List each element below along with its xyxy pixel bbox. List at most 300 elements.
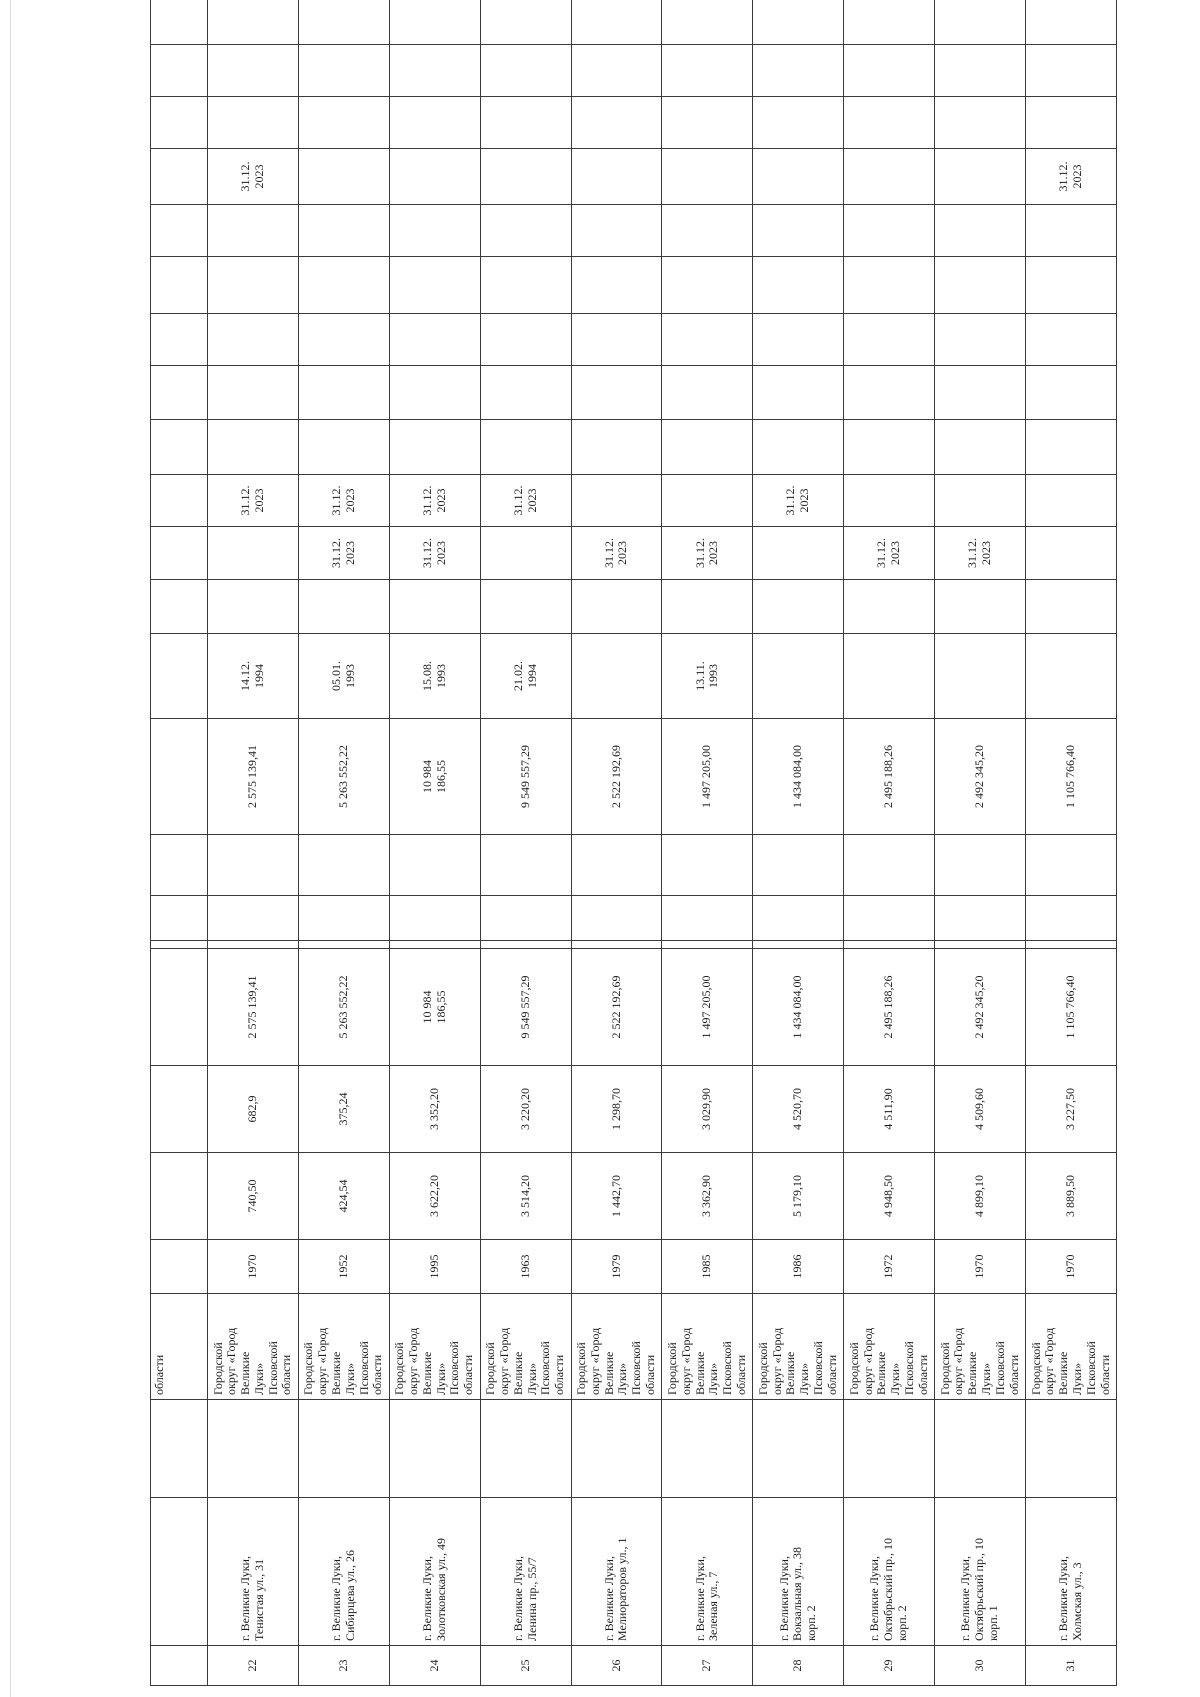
empty-cell	[207, 580, 298, 634]
table-row	[298, 0, 389, 1686]
municipality-cell-text: Городской округ «Город Великие Луки» Псковской области	[846, 1327, 930, 1395]
empty-cell	[571, 257, 662, 314]
table-row	[935, 0, 1026, 1686]
row-number-cell	[389, 1646, 480, 1686]
privatization-date-cell	[1025, 634, 1116, 719]
year-built-cell-text: 1986	[790, 1254, 805, 1279]
plan-date-cell	[571, 527, 662, 580]
empty-cell	[1025, 366, 1116, 420]
empty-cell	[571, 0, 662, 45]
table-row	[571, 0, 662, 1686]
empty-cell	[753, 835, 844, 896]
empty-cell	[935, 580, 1026, 634]
empty-cell	[207, 896, 298, 941]
privatization-date-cell-text: 14.12. 1994	[238, 661, 266, 691]
plan-date-cell	[571, 475, 662, 527]
year-built-cell	[571, 1240, 662, 1294]
empty-cell	[298, 314, 389, 366]
total-area-cell-text: 1 442,70	[608, 1175, 623, 1217]
header-cell	[151, 314, 208, 366]
empty-cell	[753, 45, 844, 97]
empty-cell	[571, 314, 662, 366]
living-area-cell	[844, 1066, 935, 1153]
empty-cell	[753, 896, 844, 941]
plan-date-cell	[1025, 149, 1116, 205]
privatization-date-cell	[844, 634, 935, 719]
empty-cell	[844, 420, 935, 475]
total-area-cell-text: 3 514,20	[517, 1175, 532, 1217]
total-cost-cell	[298, 949, 389, 1066]
living-area-cell-text: 4 509,60	[972, 1088, 987, 1130]
empty-cell	[935, 896, 1026, 941]
total-area-cell-text: 3 622,20	[426, 1175, 441, 1217]
header-cell	[151, 149, 208, 205]
living-area-cell-text: 4 511,90	[881, 1088, 896, 1130]
budget-cost-cell	[662, 719, 753, 835]
privatization-date-cell-text: 15.08. 1993	[419, 661, 448, 691]
empty-cell	[753, 420, 844, 475]
empty-cell	[480, 45, 571, 97]
empty-cell	[207, 45, 298, 97]
table-row	[753, 0, 844, 1686]
header-fragment-row	[151, 0, 208, 1686]
total-cost-cell-text: 2 492 345,20	[972, 975, 987, 1039]
address-cell-text: г. Великие Луки, Холмская ул., 3	[1056, 1556, 1084, 1641]
empty-cell	[1025, 0, 1116, 45]
total-cost-cell	[207, 949, 298, 1066]
total-cost-cell	[753, 949, 844, 1066]
plan-date-cell	[662, 475, 753, 527]
empty-cell	[844, 45, 935, 97]
year-built-cell	[298, 1240, 389, 1294]
plan-date-cell-text: 31.12. 2023	[328, 538, 357, 568]
year-built-cell	[389, 1240, 480, 1294]
empty-cell	[753, 97, 844, 149]
empty-cell	[207, 1400, 298, 1498]
empty-cell	[207, 835, 298, 896]
address-cell	[298, 1498, 389, 1646]
living-area-cell-text: 1 298,70	[608, 1088, 623, 1130]
address-cell-text: г. Великие Луки, Вокзальная ул., 38 корп. 2	[776, 1546, 819, 1641]
address-cell	[1025, 1498, 1116, 1646]
table-row	[480, 0, 571, 1686]
privatization-date-cell	[480, 634, 571, 719]
empty-cell	[844, 257, 935, 314]
municipality-cell-text: Городской округ «Город Великие Луки» Псковской области	[937, 1327, 1021, 1395]
empty-cell	[298, 366, 389, 420]
empty-cell	[389, 580, 480, 634]
privatization-date-cell	[662, 634, 753, 719]
empty-cell	[389, 941, 480, 949]
row-number-cell	[935, 1646, 1026, 1686]
total-area-cell-text: 4 899,10	[972, 1175, 987, 1217]
privatization-date-cell-text: 05.01. 1993	[328, 661, 357, 691]
empty-cell	[207, 205, 298, 257]
empty-cell	[389, 1400, 480, 1498]
total-area-cell	[298, 1153, 389, 1240]
empty-cell	[480, 205, 571, 257]
header-cell	[151, 205, 208, 257]
row-number-cell-text: 23	[335, 1659, 350, 1672]
year-built-cell	[935, 1240, 1026, 1294]
empty-cell	[662, 1400, 753, 1498]
living-area-cell-text: 3 352,20	[426, 1088, 441, 1130]
plan-date-cell	[298, 527, 389, 580]
plan-date-cell	[207, 475, 298, 527]
address-cell	[389, 1498, 480, 1646]
living-area-cell	[1025, 1066, 1116, 1153]
plan-date-cell	[1025, 475, 1116, 527]
year-built-cell	[207, 1240, 298, 1294]
total-cost-cell	[844, 949, 935, 1066]
row-number-cell	[298, 1646, 389, 1686]
plan-date-cell	[207, 149, 298, 205]
total-cost-cell-text: 2 522 192,69	[608, 975, 623, 1039]
header-cell	[151, 0, 208, 45]
empty-cell	[207, 97, 298, 149]
budget-cost-cell	[1025, 719, 1116, 835]
empty-cell	[753, 1400, 844, 1498]
total-area-cell	[753, 1153, 844, 1240]
living-area-cell-text: 3 220,20	[517, 1088, 532, 1130]
year-built-cell-text: 1995	[426, 1254, 441, 1279]
empty-cell	[753, 580, 844, 634]
header-cell	[151, 719, 208, 835]
living-area-cell	[662, 1066, 753, 1153]
table-row	[662, 0, 753, 1686]
total-cost-cell	[571, 949, 662, 1066]
total-cost-cell	[1025, 949, 1116, 1066]
living-area-cell-text: 4 520,70	[790, 1088, 805, 1130]
empty-cell	[207, 420, 298, 475]
empty-cell	[935, 314, 1026, 366]
header-cell	[151, 1646, 208, 1686]
address-cell	[480, 1498, 571, 1646]
empty-cell	[207, 314, 298, 366]
total-area-cell-text: 5 179,10	[790, 1175, 805, 1217]
living-area-cell-text: 682,9	[245, 1095, 259, 1123]
empty-cell	[480, 257, 571, 314]
empty-cell	[480, 835, 571, 896]
year-built-cell-text: 1952	[335, 1254, 350, 1279]
empty-cell	[298, 0, 389, 45]
empty-cell	[662, 205, 753, 257]
header-cell	[151, 475, 208, 527]
plan-date-cell	[389, 527, 480, 580]
empty-cell	[844, 366, 935, 420]
empty-cell	[753, 366, 844, 420]
address-cell-text: г. Великие Луки, Золотковская ул., 49	[419, 1537, 448, 1641]
empty-cell	[844, 896, 935, 941]
total-cost-cell-text: 2 495 188,26	[881, 975, 896, 1039]
total-area-cell-text: 4 948,50	[881, 1175, 896, 1217]
municipality-cell	[1025, 1294, 1116, 1400]
empty-cell	[935, 941, 1026, 949]
empty-cell	[662, 257, 753, 314]
plan-date-cell	[571, 149, 662, 205]
plan-date-cell-text: 31.12. 2023	[692, 538, 721, 568]
address-cell-text: г. Великие Луки, Мелиораторов ул., 1	[601, 1537, 630, 1641]
housing-register-table	[150, 0, 1117, 1686]
total-cost-cell-text: 1 434 084,00	[790, 975, 805, 1039]
plan-date-cell-text: 31.12. 2023	[965, 538, 994, 568]
row-number-cell-text: 22	[245, 1659, 259, 1672]
empty-cell	[1025, 420, 1116, 475]
plan-date-cell	[662, 149, 753, 205]
empty-cell	[298, 420, 389, 475]
address-cell-text: г. Великие Луки, Зеленая ул., 7	[692, 1556, 721, 1641]
row-number-cell	[571, 1646, 662, 1686]
privatization-date-cell-text: 21.02. 1994	[510, 661, 539, 691]
budget-cost-cell	[844, 719, 935, 835]
empty-cell	[1025, 257, 1116, 314]
municipality-cell	[389, 1294, 480, 1400]
empty-cell	[935, 257, 1026, 314]
plan-date-cell	[935, 149, 1026, 205]
empty-cell	[389, 97, 480, 149]
address-cell	[662, 1498, 753, 1646]
total-area-cell	[935, 1153, 1026, 1240]
row-number-cell-text: 25	[517, 1659, 532, 1672]
header-cell	[151, 527, 208, 580]
municipality-cell	[298, 1294, 389, 1400]
empty-cell	[298, 1400, 389, 1498]
plan-date-cell	[480, 475, 571, 527]
empty-cell	[662, 896, 753, 941]
living-area-cell-text: 375,24	[335, 1092, 350, 1126]
empty-cell	[389, 0, 480, 45]
empty-cell	[1025, 835, 1116, 896]
empty-cell	[662, 941, 753, 949]
page-edge-line	[10, 0, 11, 1697]
empty-cell	[662, 97, 753, 149]
empty-cell	[753, 205, 844, 257]
living-area-cell	[298, 1066, 389, 1153]
empty-cell	[389, 420, 480, 475]
total-cost-cell-text: 5 263 552,22	[335, 975, 350, 1039]
empty-cell	[389, 45, 480, 97]
address-cell-text: г. Великие Луки, Октябрьский пр., 10 корп. 1	[958, 1538, 1000, 1641]
empty-cell	[935, 420, 1026, 475]
plan-date-cell	[298, 149, 389, 205]
total-area-cell	[207, 1153, 298, 1240]
total-area-cell	[480, 1153, 571, 1240]
header-cell	[151, 634, 208, 719]
address-cell	[571, 1498, 662, 1646]
total-cost-cell-text: 9 549 557,29	[517, 975, 532, 1039]
empty-cell	[1025, 314, 1116, 366]
row-number-cell	[844, 1646, 935, 1686]
address-cell	[207, 1498, 298, 1646]
plan-date-cell	[207, 527, 298, 580]
empty-cell	[480, 420, 571, 475]
budget-cost-cell-text: 2 522 192,69	[608, 745, 623, 808]
empty-cell	[480, 941, 571, 949]
header-cell	[151, 580, 208, 634]
empty-cell	[571, 205, 662, 257]
header-cell	[151, 949, 208, 1066]
header-cell	[151, 1240, 208, 1294]
budget-cost-cell-text: 5 263 552,22	[335, 745, 350, 808]
budget-cost-cell	[571, 719, 662, 835]
plan-date-cell-text: 31.12. 2023	[419, 485, 448, 516]
municipality-cell-text: Городской округ «Город Великие Луки» Псковской области	[755, 1327, 839, 1395]
empty-cell	[571, 97, 662, 149]
living-area-cell	[935, 1066, 1026, 1153]
empty-cell	[753, 0, 844, 45]
municipality-cell-text: Городской округ «Город Великие Луки» Псковской области	[483, 1327, 567, 1395]
budget-cost-cell-text: 1 434 084,00	[790, 745, 805, 808]
empty-cell	[571, 420, 662, 475]
empty-cell	[389, 835, 480, 896]
empty-cell	[571, 896, 662, 941]
budget-cost-cell-text: 1 105 766,40	[1063, 745, 1078, 808]
living-area-cell	[389, 1066, 480, 1153]
empty-cell	[480, 314, 571, 366]
row-number-cell-text: 30	[972, 1659, 987, 1672]
budget-cost-cell	[935, 719, 1026, 835]
header-cell	[151, 1498, 208, 1646]
privatization-date-cell	[753, 634, 844, 719]
table-row	[207, 0, 298, 1686]
municipality-cell-text: Городской округ «Город Великие Луки» Псковской области	[1028, 1327, 1112, 1395]
plan-date-cell	[844, 475, 935, 527]
empty-cell	[480, 0, 571, 45]
empty-cell	[753, 257, 844, 314]
header-fragment: области	[151, 1294, 208, 1400]
plan-date-cell-text: 31.12. 2023	[328, 485, 357, 516]
year-built-cell-text: 1963	[517, 1254, 532, 1279]
row-number-cell-text: 27	[699, 1659, 714, 1672]
empty-cell	[935, 366, 1026, 420]
municipality-cell-text: Городской округ «Город Великие Луки» Псковской области	[664, 1327, 748, 1395]
municipality-cell-text: Городской округ «Город Великие Луки» Псковской области	[574, 1327, 658, 1395]
empty-cell	[844, 205, 935, 257]
municipality-cell-text: Городской округ «Город Великие Луки» Псковской области	[301, 1327, 385, 1395]
plan-date-cell-text: 31.12. 2023	[419, 538, 448, 568]
plan-date-cell	[753, 149, 844, 205]
total-area-cell	[389, 1153, 480, 1240]
empty-cell	[571, 45, 662, 97]
empty-cell	[207, 0, 298, 45]
empty-cell	[298, 896, 389, 941]
empty-cell	[298, 205, 389, 257]
living-area-cell	[753, 1066, 844, 1153]
empty-cell	[389, 896, 480, 941]
empty-cell	[844, 580, 935, 634]
empty-cell	[1025, 205, 1116, 257]
plan-date-cell-text: 31.12. 2023	[783, 485, 812, 516]
plan-date-cell	[480, 527, 571, 580]
header-cell	[151, 1153, 208, 1240]
address-cell	[935, 1498, 1026, 1646]
total-area-cell-text: 424,54	[335, 1179, 350, 1213]
empty-cell	[935, 205, 1026, 257]
row-number-cell	[753, 1646, 844, 1686]
plan-date-cell-text: 31.12. 2023	[1056, 161, 1084, 192]
plan-date-cell	[844, 149, 935, 205]
municipality-cell	[571, 1294, 662, 1400]
header-cell	[151, 1400, 208, 1498]
empty-cell	[389, 366, 480, 420]
total-area-cell	[662, 1153, 753, 1240]
header-cell	[151, 1066, 208, 1153]
total-area-cell	[844, 1153, 935, 1240]
empty-cell	[844, 97, 935, 149]
year-built-cell	[480, 1240, 571, 1294]
year-built-cell-text: 1985	[699, 1254, 714, 1279]
budget-cost-cell	[753, 719, 844, 835]
address-cell-text: г. Великие Луки, Ленина пр., 55/7	[510, 1556, 539, 1641]
header-cell	[151, 420, 208, 475]
budget-cost-cell-text: 9 549 557,29	[517, 745, 532, 808]
empty-cell	[298, 257, 389, 314]
header-cell	[151, 45, 208, 97]
empty-cell	[662, 835, 753, 896]
empty-cell	[571, 941, 662, 949]
empty-cell	[480, 97, 571, 149]
total-cost-cell-text: 2 575 139,41	[245, 975, 259, 1039]
municipality-cell	[480, 1294, 571, 1400]
empty-cell	[207, 941, 298, 949]
plan-date-cell	[480, 149, 571, 205]
total-area-cell-text: 3 362,90	[699, 1175, 714, 1217]
empty-cell	[935, 835, 1026, 896]
table-row	[389, 0, 480, 1686]
plan-date-cell	[662, 527, 753, 580]
plan-date-cell	[753, 527, 844, 580]
plan-date-cell	[935, 475, 1026, 527]
header-cell	[151, 257, 208, 314]
privatization-date-cell	[571, 634, 662, 719]
plan-date-cell	[1025, 527, 1116, 580]
empty-cell	[389, 205, 480, 257]
budget-cost-cell-text: 2 575 139,41	[245, 745, 259, 808]
empty-cell	[935, 97, 1026, 149]
empty-cell	[298, 941, 389, 949]
empty-cell	[480, 366, 571, 420]
year-built-cell-text: 1972	[881, 1254, 896, 1279]
row-number-cell	[662, 1646, 753, 1686]
budget-cost-cell	[480, 719, 571, 835]
table-row	[844, 0, 935, 1686]
header-cell	[151, 97, 208, 149]
privatization-date-cell	[389, 634, 480, 719]
empty-cell	[844, 835, 935, 896]
row-number-cell-text: 26	[608, 1659, 623, 1672]
empty-cell	[662, 366, 753, 420]
budget-cost-cell	[207, 719, 298, 835]
empty-cell	[844, 1400, 935, 1498]
empty-cell	[935, 45, 1026, 97]
living-area-cell-text: 3 227,50	[1063, 1088, 1078, 1130]
empty-cell	[298, 97, 389, 149]
empty-cell	[1025, 1400, 1116, 1498]
empty-cell	[753, 314, 844, 366]
empty-cell	[1025, 580, 1116, 634]
empty-cell	[571, 580, 662, 634]
empty-cell	[571, 366, 662, 420]
row-number-cell-text: 24	[426, 1659, 441, 1672]
empty-cell	[298, 580, 389, 634]
plan-date-cell	[389, 475, 480, 527]
empty-cell	[1025, 97, 1116, 149]
budget-cost-cell	[389, 719, 480, 835]
budget-cost-cell	[298, 719, 389, 835]
address-cell-text: г. Великие Луки, Октябрьский пр., 10 корп. 2	[867, 1538, 910, 1641]
empty-cell	[571, 835, 662, 896]
address-cell-text: г. Великие Луки, Тенистая ул., 31	[238, 1556, 266, 1641]
